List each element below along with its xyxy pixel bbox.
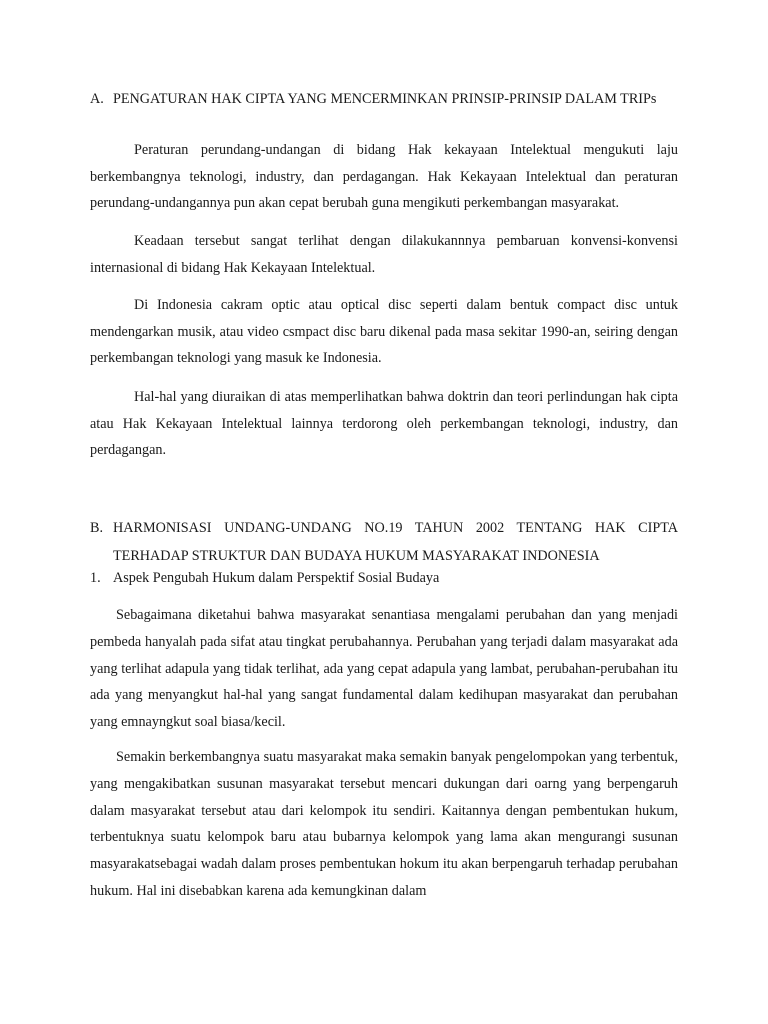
paragraph: Hal-hal yang diuraikan di atas memperlihatkan bahwa doktrin dan teori perlindungan hak cipta atau Hak Kekayaan Intelektual lainnya terdorong oleh perkembangan teknologi, industry, dan perdagangan. [90, 389, 678, 458]
paragraph: Semakin berkembangnya suatu masyarakat maka semakin banyak pengelompokan yang terbentuk, yang mengakibatkan susunan masyarakat tersebut mencari dukungan dari oarng yang berpengaruh dalam masyarakat tersebut atau dari kelompok itu sendiri. Kaitannya dengan pembentukan hukum, terbentuknya suatu kelompok baru atau bubarnya kelompok yang lama akan mengurangi susunan masyarakatsebagai wadah dalam proses pembentukan hokum itu akan berpengaruh terhadap perubahan hukum. Hal ini disebabkan karena ada kemungkinan dalam [90, 749, 678, 899]
paragraph: Di Indonesia cakram optic atau optical disc seperti dalam bentuk compact disc untuk mendengarkan musik, atau video csmpact disc baru dikenal pada masa sekitar 1990-an, seiring dengan perkembangan teknologi yang masuk ke Indonesia. [90, 297, 678, 366]
subsection-1-title: Aspek Pengubah Hukum dalam Perspektif Sosial Budaya [113, 570, 440, 586]
paragraph: Keadaan tersebut sangat terlihat dengan dilakukannnya pembaruan konvensi-konvensi internasional di bidang Hak Kekayaan Intelektual. [90, 233, 678, 276]
subsection-1-marker: 1. [90, 570, 101, 586]
section-a-title: PENGATURAN HAK CIPTA YANG MENCERMINKAN PRINSIP-PRINSIP DALAM TRIPs [113, 91, 657, 107]
section-a-heading [90, 88, 678, 111]
subsection-1-heading [90, 566, 678, 590]
section-b-title: HARMONISASI UNDANG-UNDANG NO.19 TAHUN 2002 TENTANG HAK CIPTA TERHADAP STRUKTUR DAN BUDAYA HUKUM MASYARAKAT INDONESIA [113, 520, 678, 564]
section-b-marker: B. [90, 520, 104, 536]
paragraph: Peraturan perundang-undangan di bidang Hak kekayaan Intelektual mengukuti laju berkembangnya teknologi, industry, dan perdagangan. Hak Kekayaan Intelektual dan peraturan perundang-undangannya pun akan cepat berubah guna mengikuti perkembangan masyarakat. [90, 142, 678, 211]
section-b-heading [90, 514, 678, 570]
section-a-marker: A. [90, 91, 104, 107]
paragraph: Sebagaimana diketahui bahwa masyarakat senantiasa mengalami perubahan dan yang menjadi pembeda hanyalah pada sifat atau tingkat perubahannya. Perubahan yang terjadi dalam masyarakat ada yang terlihat adapula yang tidak terlihat, ada yang cepat adapula yang lambat, perubahan-perubahan itu ada yang menyangkut hal-hal yang sangat fundamental dalam kedihupan masyarakat dan perubahan yang emnayngkut soal biasa/kecil. [90, 607, 678, 731]
